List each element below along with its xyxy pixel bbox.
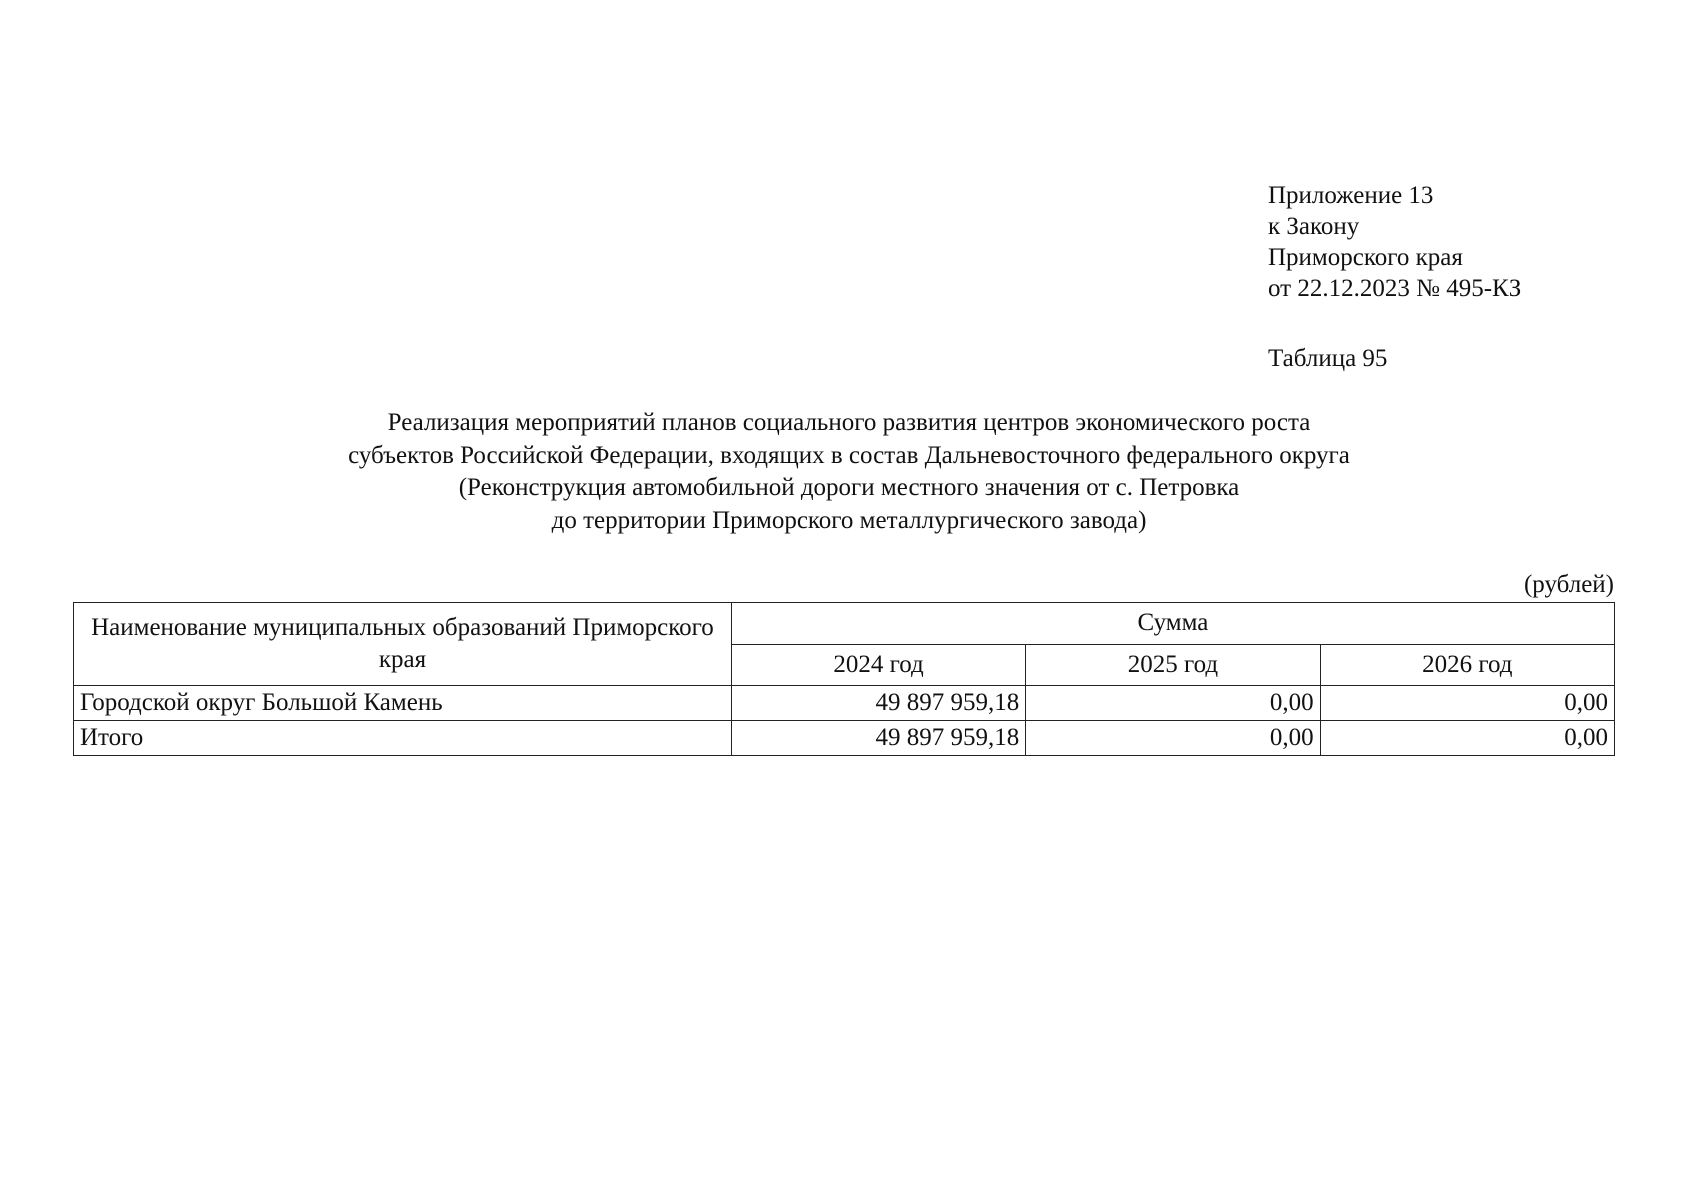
document-title: [0, 407, 1698, 537]
annex-line-1: Приложение 13: [1268, 182, 1434, 209]
table-row: [74, 686, 1615, 721]
annex-line-4: от 22.12.2023 № 495-КЗ: [1268, 275, 1522, 302]
title-line-3: (Реконструкция автомобильной дороги местного значения от с. Петровка: [458, 474, 1240, 501]
row-municipality-name: Городской округ Большой Камень: [74, 686, 732, 721]
header-municipality: Наименование муниципальных образований Приморского края: [74, 603, 732, 686]
table-number: Таблица 95: [1268, 345, 1388, 372]
header-sum: Сумма: [731, 603, 1614, 645]
annex-block: [1268, 180, 1521, 304]
annex-line-2: к Закону: [1268, 213, 1360, 240]
annex-line-3: Приморского края: [1268, 244, 1463, 271]
total-value-2025: 0,00: [1026, 721, 1320, 756]
title-line-4: до территории Приморского металлургического завода): [551, 506, 1147, 534]
table-total-row: [74, 721, 1615, 756]
row-value-2026: 0,00: [1320, 686, 1614, 721]
units-label: (рублей): [1523, 571, 1614, 598]
total-value-2024: 49 897 959,18: [731, 721, 1025, 756]
header-year-2026: 2026 год: [1320, 644, 1614, 686]
header-year-2024: 2024 год: [731, 644, 1025, 686]
table-header-row: [74, 603, 1615, 645]
header-year-2025: 2025 год: [1026, 644, 1320, 686]
title-line-1: Реализация мероприятий планов социального развития центров экономического роста: [387, 409, 1311, 436]
row-value-2024: 49 897 959,18: [731, 686, 1025, 721]
total-value-2026: 0,00: [1320, 721, 1614, 756]
row-value-2025: 0,00: [1026, 686, 1320, 721]
budget-table: [73, 602, 1615, 756]
total-label: Итого: [74, 721, 732, 756]
title-line-2: субъектов Российской Федерации, входящих в состав Дальневосточного федерального округа: [348, 441, 1350, 469]
